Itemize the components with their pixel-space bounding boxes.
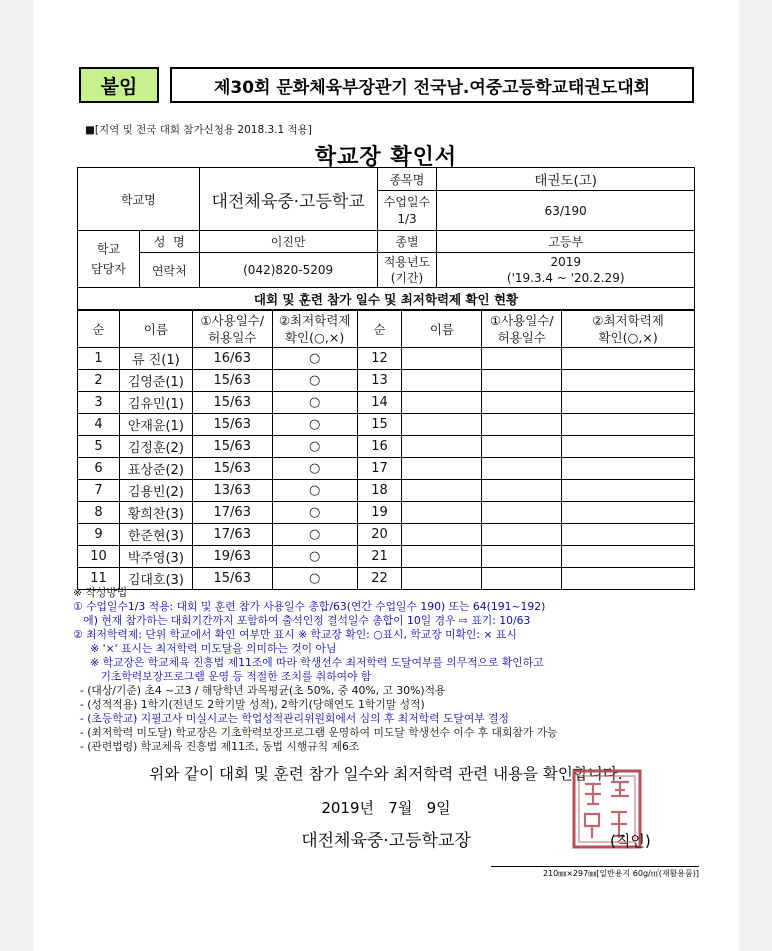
table-row — [78, 348, 695, 370]
used-days: 15/63 — [192, 370, 272, 392]
min-academic-check: ○ — [272, 568, 357, 590]
manager-label: 학교 담당자 — [78, 231, 140, 288]
student-name — [402, 546, 482, 568]
period-value: 2019 ('19.3.4 ~ '20.2.29) — [437, 253, 695, 288]
guide-line: - (대상/기준) 초4 ~고3 / 해당학년 과목평균(초 50%, 중 40%, 고 30%)적용 — [73, 684, 446, 697]
student-name — [402, 502, 482, 524]
row-number: 9 — [78, 524, 120, 546]
used-days — [482, 458, 562, 480]
min-academic-check — [562, 392, 695, 414]
student-name — [402, 392, 482, 414]
used-days: 15/63 — [192, 458, 272, 480]
column-header: 순 — [78, 311, 120, 348]
row-number: 19 — [357, 502, 402, 524]
used-days: 15/63 — [192, 436, 272, 458]
guide-line: ※ '×' 표시는 최저학력 미도달을 의미하는 것이 아님 — [73, 642, 337, 655]
table-row — [78, 524, 695, 546]
min-academic-check — [562, 436, 695, 458]
row-number: 16 — [357, 436, 402, 458]
event-label: 종목명 — [377, 168, 437, 191]
table-row — [78, 370, 695, 392]
name-label: 성 명 — [139, 231, 199, 253]
min-academic-check — [562, 546, 695, 568]
column-header: ①사용일수/ 허용일수 — [192, 311, 272, 348]
student-name: 김대호(3) — [119, 568, 192, 590]
min-academic-check: ○ — [272, 414, 357, 436]
used-days — [482, 370, 562, 392]
contact-label: 연락처 — [139, 253, 199, 288]
row-number: 18 — [357, 480, 402, 502]
min-academic-check: ○ — [272, 480, 357, 502]
row-number: 5 — [78, 436, 120, 458]
table-row — [78, 436, 695, 458]
student-name: 류 진(1) — [119, 348, 192, 370]
student-name: 김용빈(2) — [119, 480, 192, 502]
used-days — [482, 348, 562, 370]
status-subtitle: 대회 및 훈련 참가 일수 및 최저학력제 확인 현황 — [77, 288, 695, 310]
table-row — [78, 458, 695, 480]
division-value: 고등부 — [437, 231, 695, 253]
name-value: 이진만 — [199, 231, 377, 253]
student-name — [402, 524, 482, 546]
row-number: 8 — [78, 502, 120, 524]
student-name — [402, 414, 482, 436]
guide-line: ① 수업일수1/3 적용: 대회 및 훈련 참가 사용일수 총합/63(연간 수업일수 190) 또는 64(191~192) — [73, 600, 546, 613]
min-academic-check: ○ — [272, 348, 357, 370]
min-academic-check — [562, 524, 695, 546]
guide-line: - (최저학력 미도달) 학교장은 기초학력보장프로그램 운영하여 미도달 학생선수 이수 후 대회참가 가능 — [73, 726, 558, 739]
attachment-badge: 붙임 — [79, 67, 159, 103]
row-number: 3 — [78, 392, 120, 414]
row-number: 4 — [78, 414, 120, 436]
min-academic-check: ○ — [272, 524, 357, 546]
min-academic-check — [562, 414, 695, 436]
used-days: 16/63 — [192, 348, 272, 370]
student-name: 표상준(2) — [119, 458, 192, 480]
row-number: 10 — [78, 546, 120, 568]
column-header: 이름 — [119, 311, 192, 348]
min-academic-check: ○ — [272, 370, 357, 392]
used-days: 17/63 — [192, 502, 272, 524]
days-label: 수업일수 1/3 — [377, 191, 437, 231]
table-row — [78, 546, 695, 568]
guide-line: 에) 현재 참가하는 대회기간까지 포함하여 출석인정 결석일수 총합이 10일 경우 ⇨ 표기: 10/63 — [73, 614, 531, 627]
guide-line: - (관련법령) 학교체육 진흥법 제11조, 동법 시행규칙 제6조 — [73, 740, 360, 753]
table-header-row — [78, 311, 695, 348]
row-number: 6 — [78, 458, 120, 480]
column-header: ②최저학력제 확인(○,×) — [562, 311, 695, 348]
row-number: 15 — [357, 414, 402, 436]
used-days — [482, 524, 562, 546]
contact-value: (042)820-5209 — [199, 253, 377, 288]
form-note: ■[지역 및 전국 대회 참가신청용 2018.3.1 적용] — [85, 124, 312, 136]
used-days — [482, 502, 562, 524]
column-header: 순 — [357, 311, 402, 348]
student-name: 박주영(3) — [119, 546, 192, 568]
used-days — [482, 392, 562, 414]
participation-table — [77, 310, 695, 590]
column-header: ②최저학력제 확인(○,×) — [272, 311, 357, 348]
table-row — [78, 414, 695, 436]
student-name — [402, 348, 482, 370]
student-name: 안재윤(1) — [119, 414, 192, 436]
student-name — [402, 480, 482, 502]
column-header: ①사용일수/ 허용일수 — [482, 311, 562, 348]
student-name — [402, 458, 482, 480]
period-label: 적용년도 (기간) — [377, 253, 437, 288]
used-days — [482, 436, 562, 458]
guide-line: - (초등학교) 지필고사 미실시교는 학업성적관리위원회에서 심의 후 최저학력 도달여부 결정 — [73, 712, 509, 725]
row-number: 12 — [357, 348, 402, 370]
student-name: 한준현(3) — [119, 524, 192, 546]
used-days: 13/63 — [192, 480, 272, 502]
row-number: 2 — [78, 370, 120, 392]
guide-line: ※ 학교장은 학교체육 진흥법 제11조에 따라 학생선수 최저학력 도달여부를 의무적으로 확인하고 — [73, 656, 544, 669]
used-days: 19/63 — [192, 546, 272, 568]
row-number: 7 — [78, 480, 120, 502]
min-academic-check — [562, 458, 695, 480]
row-number: 1 — [78, 348, 120, 370]
school-info-table — [77, 167, 695, 288]
document-sheet — [33, 0, 739, 951]
principal-title: 대전체육중·고등학교장 — [301, 831, 471, 851]
student-name: 김영준(1) — [119, 370, 192, 392]
school-label: 학교명 — [78, 168, 200, 231]
event-value: 태권도(고) — [437, 168, 695, 191]
issue-date: 2019년 7월 9일 — [321, 799, 451, 817]
event-title: 제30회 문화체육부장관기 전국남.여중고등학교태권도대회 — [170, 67, 694, 103]
page-title: 학교장 확인서 — [314, 145, 458, 170]
row-number: 11 — [78, 568, 120, 590]
guide-heading: ※ 작성방법 — [73, 586, 128, 599]
min-academic-check: ○ — [272, 546, 357, 568]
division-label: 종별 — [377, 231, 437, 253]
column-header: 이름 — [402, 311, 482, 348]
writing-guide — [73, 586, 713, 754]
row-number: 21 — [357, 546, 402, 568]
student-name: 황희찬(3) — [119, 502, 192, 524]
used-days: 15/63 — [192, 568, 272, 590]
days-value: 63/190 — [437, 191, 695, 231]
min-academic-check: ○ — [272, 502, 357, 524]
min-academic-check: ○ — [272, 458, 357, 480]
guide-line: ② 최저학력제: 단위 학교에서 확인 여부만 표시 ※ 학교장 확인: ○표시, 학교장 미확인: × 표시 — [73, 628, 517, 641]
student-name — [402, 370, 482, 392]
table-row — [78, 502, 695, 524]
row-number: 20 — [357, 524, 402, 546]
confirmation-text: 위와 같이 대회 및 훈련 참가 일수와 최저학력 관련 내용을 확인합니다. — [149, 765, 623, 783]
table-row — [78, 480, 695, 502]
used-days: 15/63 — [192, 414, 272, 436]
guide-line: - (성적적용) 1학기(전년도 2학기말 성적), 2학기(당해연도 1학기말 성적) — [73, 698, 425, 711]
min-academic-check — [562, 480, 695, 502]
min-academic-check: ○ — [272, 392, 357, 414]
min-academic-check — [562, 370, 695, 392]
table-row — [78, 392, 695, 414]
student-name — [402, 436, 482, 458]
seal-mark-label: (직인) — [610, 832, 651, 850]
guide-line: 기초학력보장프로그램 운영 등 적절한 조치를 취하여야 함 — [73, 670, 372, 683]
used-days: 15/63 — [192, 392, 272, 414]
paper-spec-footer: 210㎜×297㎜[일반용지 60g/㎡(재활용품)] — [491, 866, 699, 879]
student-name: 김정훈(2) — [119, 436, 192, 458]
used-days — [482, 546, 562, 568]
used-days — [482, 414, 562, 436]
student-name: 김유민(1) — [119, 392, 192, 414]
school-name: 대전체육중·고등학교 — [199, 168, 377, 231]
row-number: 13 — [357, 370, 402, 392]
min-academic-check — [562, 348, 695, 370]
min-academic-check: ○ — [272, 436, 357, 458]
min-academic-check — [562, 502, 695, 524]
row-number: 22 — [357, 568, 402, 590]
used-days: 17/63 — [192, 524, 272, 546]
used-days — [482, 480, 562, 502]
row-number: 14 — [357, 392, 402, 414]
row-number: 17 — [357, 458, 402, 480]
